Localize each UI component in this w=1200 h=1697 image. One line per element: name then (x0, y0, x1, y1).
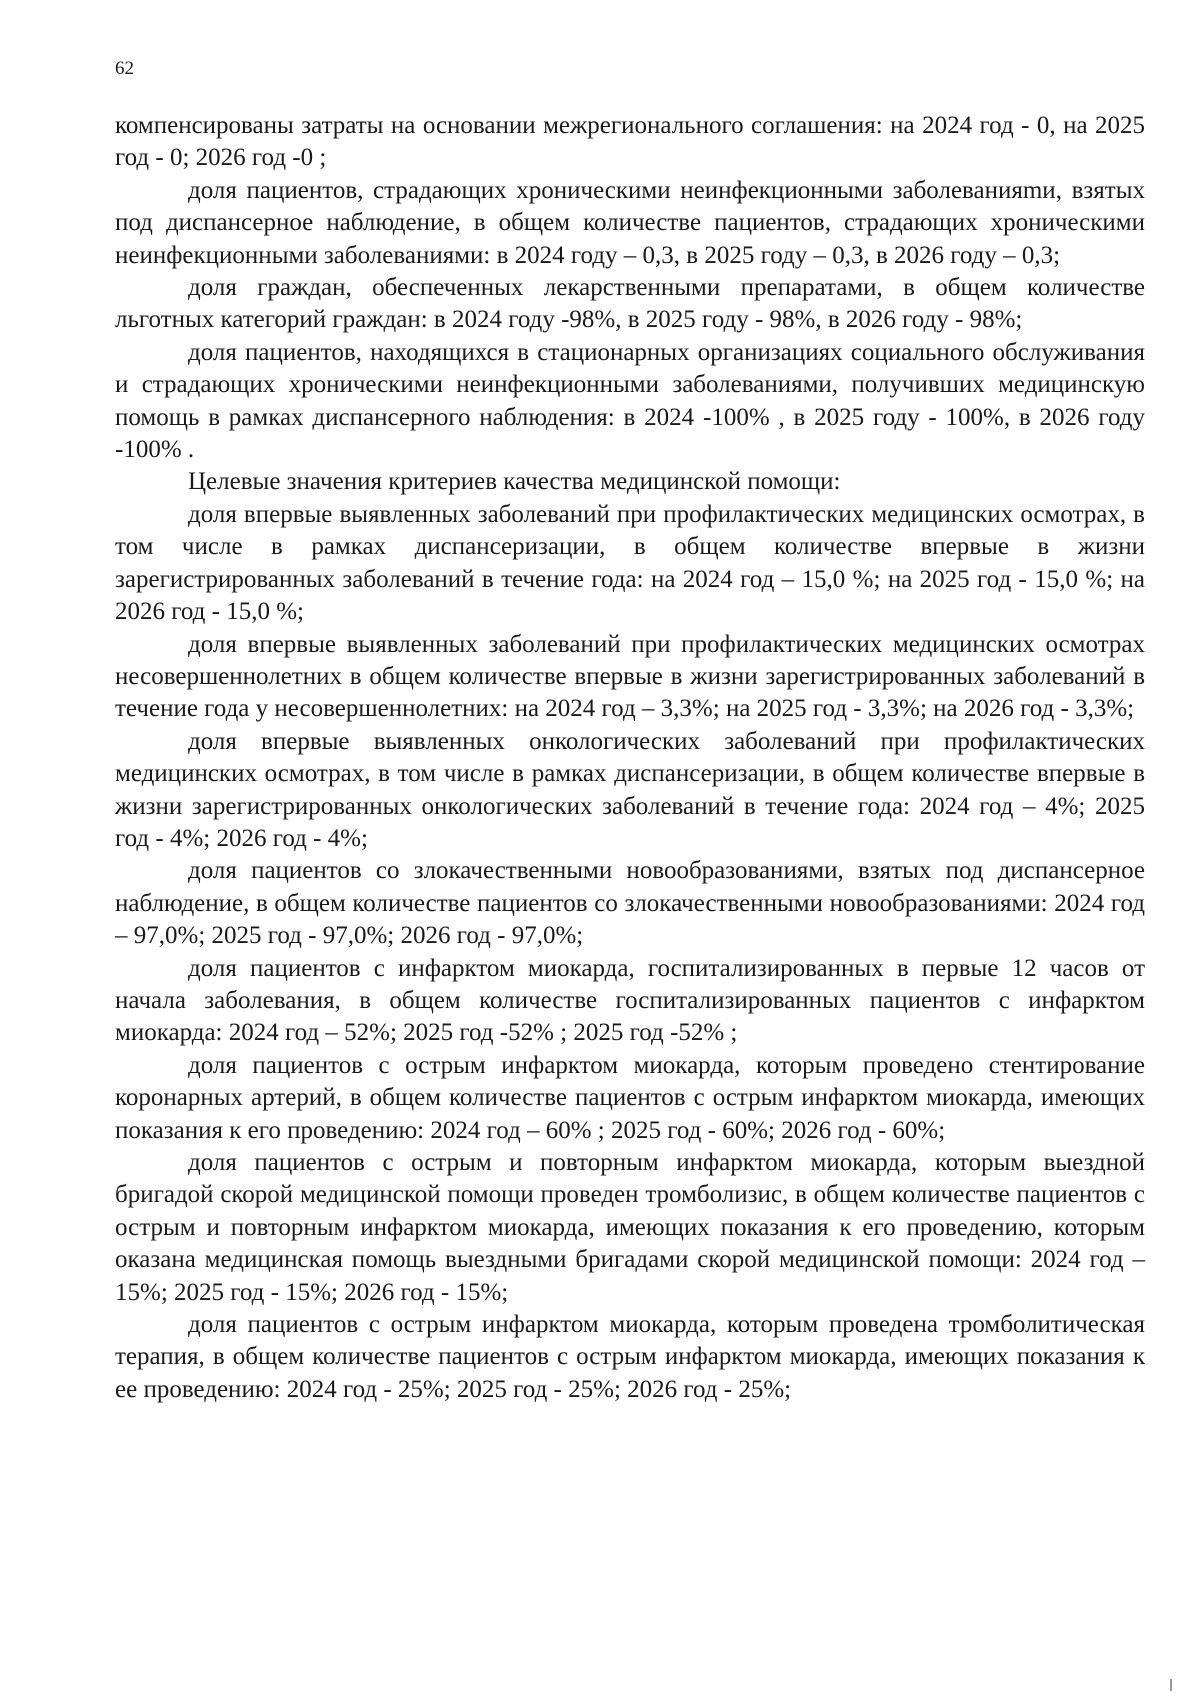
paragraph-chronic-disease-share: доля пациентов, страдающих хроническими неинфекционными заболеванияmи, взятых под диспансерное наблюдение, в общем количестве пациентов, страдающих хроническими неинфекционными заболеваниями: в 2024 году – 0,3, в 2025 году – 0,3, в 2026 году – 0,3; (115, 176, 1145, 269)
paragraph-preventive-exam-share: доля впервые выявленных заболеваний при профилактических медицинских осмотрах, в том числе в рамках диспансеризации, в общем количестве впервые в жизни зарегистрированных заболеваний в течение года: на 2024 год – 15,0 %; на 2025 год - 15,0 %; на 2026 год - 15,0 %; (115, 500, 1145, 626)
paragraph-oncology-share: доля впервые выявленных онкологических заболеваний при профилактических медицинских осмотрах, в том числе в рамках диспансеризации, в общем количестве впервые в жизни зарегистрированных онкологических заболеваний в течение года: 2024 год – 4%; 2025 год - 4%; 2026 год - 4%; (115, 727, 1145, 852)
document-body (115, 110, 1145, 1406)
paragraph-infarction-hospitalization-share: доля пациентов с инфарктом миокарда, госпитализированных в первые 12 часов от начала заболевания, в общем количестве госпитализированных пациентов с инфарктом миокарда: 2024 год – 52%; 2025 год -52% ; 2025 год -52% ; (115, 954, 1145, 1047)
paragraph-continuation: компенсированы затраты на основании межрегионального соглашения: на 2024 год - 0, на 2025 год - 0; 2026 год -0 ; (115, 112, 1145, 172)
paragraph-minors-exam-share: доля впервые выявленных заболеваний при профилактических медицинских осмотрах несовершеннолетних в общем количестве впервые в жизни зарегистрированных заболеваний в течение года у несовершеннолетних: на 2024 год – 3,3%; на 2025 год - 3,3%; на 2026 год - 3,3%; (115, 630, 1145, 723)
paragraph-thrombolytic-therapy-share: доля пациентов с острым инфарктом миокарда, которым проведена тромболитическая терапия, в общем количестве пациентов с острым инфарктом миокарда, имеющих показания к ее проведению: 2024 год - 25%; 2025 год - 25%; 2026 год - 25%; (115, 1311, 1145, 1403)
section-heading-quality-criteria: Целевые значения критериев качества медицинской помощи: (188, 468, 841, 496)
paragraph-medication-share: доля граждан, обеспеченных лекарственными препаратами, в общем количестве льготных категорий граждан: в 2024 году -98%, в 2025 году - 98%, в 2026 году - 98%; (115, 274, 1145, 334)
paragraph-thrombolysis-ambulance-share: доля пациентов с острым и повторным инфарктом миокарда, которым выездной бригадой скорой медицинской помощи проведен тромболизис, в общем количестве пациентов с острым и повторным инфарктом миокарда, имеющих показания к его проведению, которым оказана медицинская помощь выездными бригадами скорой медицинской помощи: 2024 год – 15%; 2025 год - 15%; 2026 год - 15%; (115, 1149, 1145, 1306)
scan-artifact (1170, 1679, 1172, 1691)
paragraph-stenting-share: доля пациентов с острым инфарктом миокарда, которым проведено стентирование коронарных артерий, в общем количестве пациентов с острым инфарктом миокарда, имеющих показания к его проведению: 2024 год – 60% ; 2025 год - 60%; 2026 год - 60%; (115, 1051, 1145, 1144)
paragraph-neoplasm-observation-share: доля пациентов со злокачественными новообразованиями, взятых под диспансерное наблюдение, в общем количестве пациентов со злокачественными новообразованиями: 2024 год – 97,0%; 2025 год - 97,0%; 2026 год - 97,0%; (115, 857, 1145, 950)
page-number: 62 (115, 58, 134, 79)
paragraph-social-care-share: доля пациентов, находящихся в стационарных организациях социального обслуживания и страдающих хроническими неинфекционными заболеваниями, получивших медицинскую помощь в рамках диспансерного наблюдения: в 2024 -100% , в 2025 году - 100%, в 2026 году -100% . (115, 338, 1145, 464)
